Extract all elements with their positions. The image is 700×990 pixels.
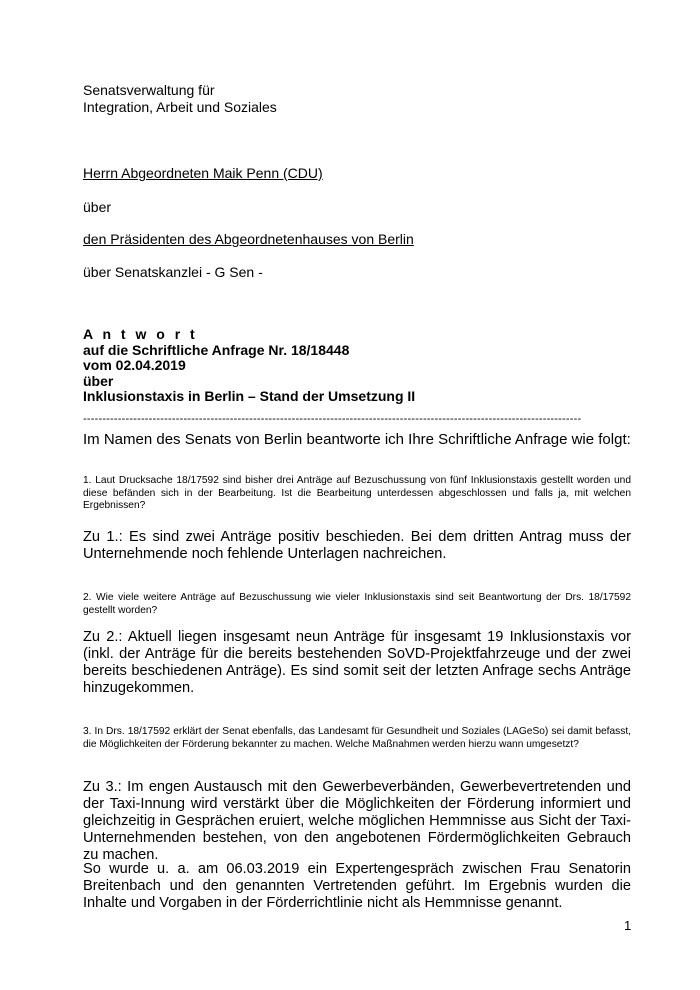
document-page — [83, 82, 631, 911]
title-word: A n t w o r t — [83, 326, 198, 342]
answer-1: Zu 1.: Es sind zwei Anträge positiv beschieden. Bei dem dritten Antrag muss der Unternehmende noch fehlende Unterlagen nachreichen. — [83, 529, 631, 562]
title-line-3: vom 02.04.2019 — [83, 357, 186, 373]
question-1: 1. Laut Drucksache 18/17592 sind bisher drei Anträge auf Bezuschussung von fünf Inklusionstaxis gestellt worden und diese befänden sich in der Bearbeitung. Ist die Bearbeitung unterdessen abgeschlossen und falls ja, mit welchen Ergebnissen? — [83, 475, 631, 511]
title-line-2: auf die Schriftliche Anfrage Nr. 18/18448 — [83, 341, 350, 358]
question-2: 2. Wie viele weitere Anträge auf Bezuschussung wie vieler Inklusionstaxis sind seit Beantwortung der Drs. 18/17592 gestellt worden? — [83, 592, 631, 616]
title-line-4: über — [83, 372, 114, 389]
title-line-5: Inklusionstaxis in Berlin – Stand der Umsetzung II — [83, 388, 416, 404]
answer-title-block — [83, 327, 631, 405]
sender-line-1: Senatsverwaltung für — [83, 82, 215, 98]
via-line-2: über Senatskanzlei - G Sen - — [83, 264, 263, 280]
answer-3: Zu 3.: Im engen Austausch mit den Gewerbeverbänden, Gewerbevertretenden und der Taxi-Innung wird verstärkt über die Möglichkeiten der Förderung informiert und gleichzeitig in Gesprächen eruiert, welche möglichen Hemmnisse aus Sicht der Taxi-Unternehmenden bestehen, von den angebotenen Fördermöglichkeiten Gebrauch zu machen. — [83, 779, 631, 863]
sender-line-2: Integration, Arbeit und Soziales — [83, 99, 277, 115]
sender-block — [83, 82, 631, 116]
answer-2: Zu 2.: Aktuell liegen insgesamt neun Anträge für insgesamt 19 Inklusionstaxis vor (inkl. der Anträge für die bereits bestehenden SoVD-Projektfahrzeuge und der zwei bereits beschiedenen Anträge). Es sind somit seit der letzten Anfrage sechs Anträge hinzugekommen. — [83, 629, 631, 696]
answer-3-continued: So wurde u. a. am 06.03.2019 ein Expertengespräch zwischen Frau Senatorin Breitenbach und den genannten Vertretenden geführt. Im Ergebnis wurden die Inhalte und Vorgaben in der Förderrichtlinie nicht als Hemmnisse genannt. — [83, 861, 631, 911]
question-3: 3. In Drs. 18/17592 erklärt der Senat ebenfalls, das Landesamt für Gesundheit und Soziales (LAGeSo) sei damit befasst, die Möglichkeiten der Förderung bekannter zu machen. Welche Maßnahmen werden hierzu wann umgesetzt? — [83, 726, 631, 750]
president-line: den Präsidenten des Abgeordnetenhauses von Berlin — [83, 231, 414, 247]
page-number: 1 — [624, 918, 632, 933]
via-line-1: über — [83, 199, 112, 215]
intro-text: Im Namen des Senats von Berlin beantworte ich Ihre Schriftliche Anfrage wie folgt: — [83, 431, 631, 448]
addressee: Herrn Abgeordneten Maik Penn (CDU) — [83, 165, 323, 181]
dashed-divider: --------------------------------------------------------------------------------------------------------------------------------- — [83, 413, 582, 425]
